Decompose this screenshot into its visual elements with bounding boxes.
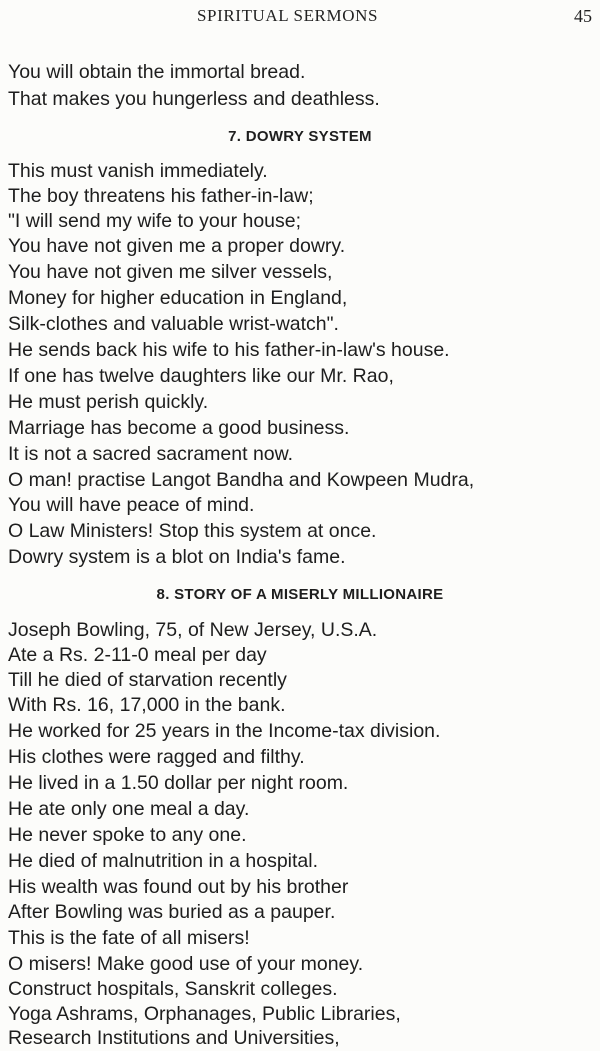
text-line: Construct hospitals, Sanskrit colleges. <box>8 978 338 1000</box>
text-line: With Rs. 16, 17,000 in the bank. <box>8 694 286 716</box>
text-line: You will have peace of mind. <box>8 494 255 516</box>
section-heading-dowry-system: 7. DOWRY SYSTEM <box>228 128 372 145</box>
page-number: 45 <box>574 6 592 26</box>
running-header <box>0 6 600 28</box>
text-line: Silk-clothes and valuable wrist-watch". <box>8 313 339 335</box>
text-line: That makes you hungerless and deathless. <box>8 88 380 110</box>
text-line: He lived in a 1.50 dollar per night room. <box>8 772 349 794</box>
text-line: He worked for 25 years in the Income-tax division. <box>8 720 441 742</box>
text-line: He sends back his wife to his father-in-law's house. <box>8 339 450 361</box>
text-line: Research Institutions and Universities, <box>8 1027 340 1049</box>
text-line: You will obtain the immortal bread. <box>8 61 306 83</box>
text-line: O misers! Make good use of your money. <box>8 953 364 975</box>
running-header-title: SPIRITUAL SERMONS <box>197 6 379 25</box>
text-line: You have not given me silver vessels, <box>8 261 333 283</box>
text-line: "I will send my wife to your house; <box>8 210 302 232</box>
text-line: O Law Ministers! Stop this system at once. <box>8 520 377 542</box>
text-line: He never spoke to any one. <box>8 824 247 846</box>
text-line: His clothes were ragged and filthy. <box>8 746 305 768</box>
text-line: Ate a Rs. 2-11-0 meal per day <box>8 644 267 666</box>
text-line: The boy threatens his father-in-law; <box>8 185 314 207</box>
text-line: This is the fate of all misers! <box>8 927 250 949</box>
text-line: This must vanish immediately. <box>8 160 268 182</box>
text-line: O man! practise Langot Bandha and Kowpeen Mudra, <box>8 469 475 491</box>
text-line: He must perish quickly. <box>8 391 209 413</box>
text-line: He died of malnutrition in a hospital. <box>8 850 319 872</box>
text-line: Joseph Bowling, 75, of New Jersey, U.S.A. <box>8 619 378 641</box>
text-line: Marriage has become a good business. <box>8 417 350 439</box>
text-line: It is not a sacred sacrament now. <box>8 443 294 465</box>
text-line: You have not given me a proper dowry. <box>8 235 346 257</box>
text-line: After Bowling was buried as a pauper. <box>8 901 336 923</box>
section-heading-miserly-millionaire: 8. STORY OF A MISERLY MILLIONAIRE <box>156 586 444 603</box>
text-line: Dowry system is a blot on India's fame. <box>8 546 346 568</box>
text-line: Money for higher education in England, <box>8 287 348 309</box>
text-line: Till he died of starvation recently <box>8 669 287 691</box>
text-line: His wealth was found out by his brother <box>8 876 349 898</box>
text-line: He ate only one meal a day. <box>8 798 250 820</box>
text-line: Yoga Ashrams, Orphanages, Public Libraries, <box>8 1003 401 1025</box>
text-line: If one has twelve daughters like our Mr. Rao, <box>8 365 394 387</box>
